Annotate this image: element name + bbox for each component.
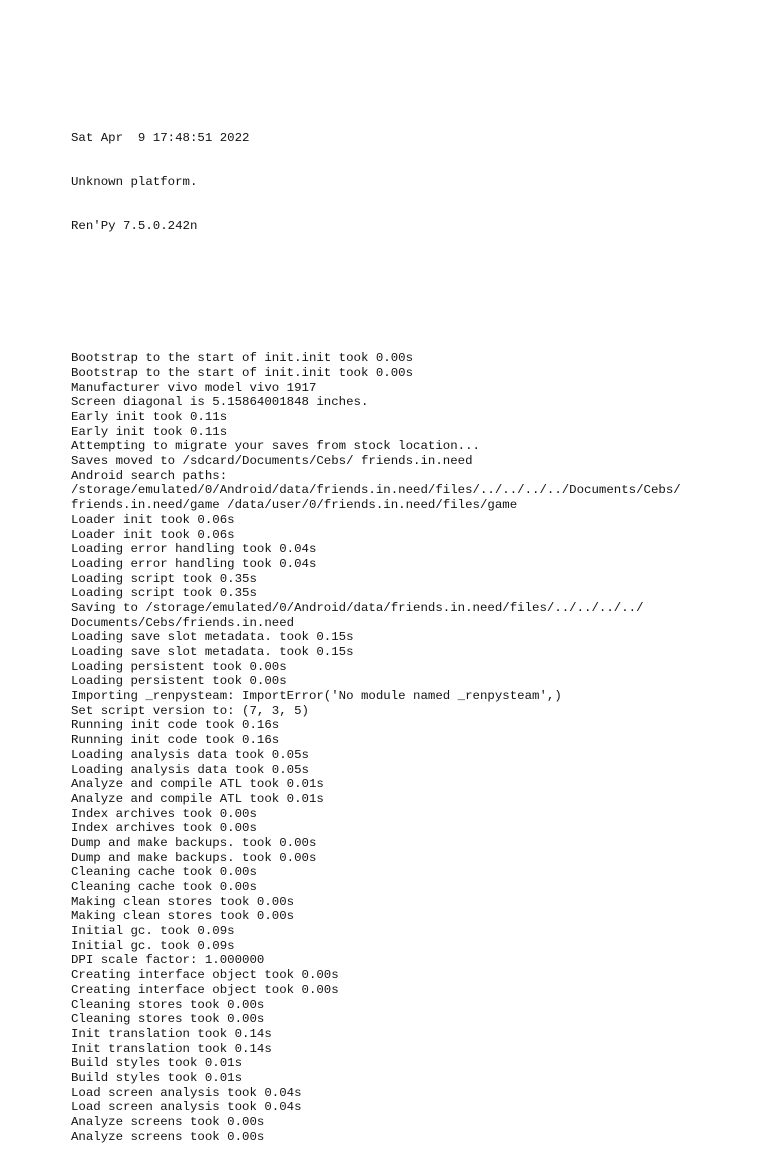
log-line: Loading error handling took 0.04s [71,556,317,571]
log-line: Loading persistent took 0.00s [71,659,287,674]
log-line: Initial gc. took 0.09s [71,924,235,939]
log-line: Cleaning cache took 0.00s [71,865,257,880]
log-line: Init translation took 0.14s [71,1026,272,1041]
log-line: Loader init took 0.06s [71,527,235,542]
blank-gap [71,293,751,322]
log-line: Running init code took 0.16s [71,733,280,748]
log-line: Initial gc. took 0.09s [71,938,235,953]
log-line: Loader init took 0.06s [71,512,235,527]
log-line: Dump and make backups. took 0.00s [71,835,317,850]
log-line: Creating interface object took 0.00s [71,968,339,983]
log-line: Dump and make backups. took 0.00s [71,850,317,865]
log-line: /storage/emulated/0/Android/data/friends.in.need/files/../../../../Documents/Cebs/ [71,483,681,498]
log-line: Running init code took 0.16s [71,718,280,733]
log-line: Documents/Cebs/friends.in.need [71,615,295,630]
log-line: Index archives took 0.00s [71,821,257,836]
log-line: Loading script took 0.35s [71,586,257,601]
log-line: Screen diagonal is 5.15864001848 inches. [71,395,369,410]
log-line: Analyze screens took 0.00s [71,1129,265,1144]
log-line: Analyze and compile ATL took 0.01s [71,791,324,806]
log-line: Saving to /storage/emulated/0/Android/data/friends.in.need/files/../../../../ [71,600,644,615]
log-line: Saves moved to /sdcard/Documents/Cebs/ friends.in.need [71,454,473,469]
log-line: Loading script took 0.35s [71,571,257,586]
log-line: Loading persistent took 0.00s [71,674,287,689]
log-line: DPI scale factor: 1.000000 [71,953,265,968]
log-line: Cleaning stores took 0.00s [71,1012,265,1027]
log-line: Creating interface object took 0.00s [71,982,339,997]
log-line: Android search paths: [71,468,228,483]
log-line: Init translation took 0.14s [71,1041,272,1056]
log-header [71,101,751,263]
log-line: Load screen analysis took 0.04s [71,1100,302,1115]
log-line: Build styles took 0.01s [71,1070,243,1085]
log-text [71,72,751,1174]
log-line: Analyze and compile ATL took 0.01s [71,777,324,792]
log-line: Bootstrap to the start of init.init took 0.00s [71,351,414,366]
log-line: Bootstrap to the start of init.init took 0.00s [71,365,414,380]
log-line: Making clean stores took 0.00s [71,909,295,924]
log-line: Loading error handling took 0.04s [71,542,317,557]
log-line: Loading save slot metadata. took 0.15s [71,645,354,660]
header-line: Sat Apr 9 17:48:51 2022 [71,130,250,145]
log-line: Loading save slot metadata. took 0.15s [71,630,354,645]
log-line: Cleaning cache took 0.00s [71,880,257,895]
log-line: Loading analysis data took 0.05s [71,747,309,762]
header-line: Unknown platform. [71,174,198,189]
header-line: Ren'Py 7.5.0.242n [71,219,198,233]
log-line: Loading analysis data took 0.05s [71,762,309,777]
log-line: Cleaning stores took 0.00s [71,997,265,1012]
log-line: friends.in.need/game /data/user/0/friends.in.need/files/game [71,498,518,513]
log-line: Set script version to: (7, 3, 5) [71,703,309,718]
log-line: Build styles took 0.01s [71,1056,243,1071]
log-line: Manufacturer vivo model vivo 1917 [71,380,317,395]
log-line: Making clean stores took 0.00s [71,894,295,909]
log-line: Early init took 0.11s [71,410,228,425]
log-line: Attempting to migrate your saves from stock location... [71,439,480,454]
log-line: Early init took 0.11s [71,424,228,439]
log-line: Index archives took 0.00s [71,806,257,821]
log-line: Importing _renpysteam: ImportError('No module named _renpysteam',) [71,689,562,704]
log-line: Analyze screens took 0.00s [71,1115,265,1130]
log-body [71,351,751,1144]
log-line: Load screen analysis took 0.04s [71,1085,302,1100]
